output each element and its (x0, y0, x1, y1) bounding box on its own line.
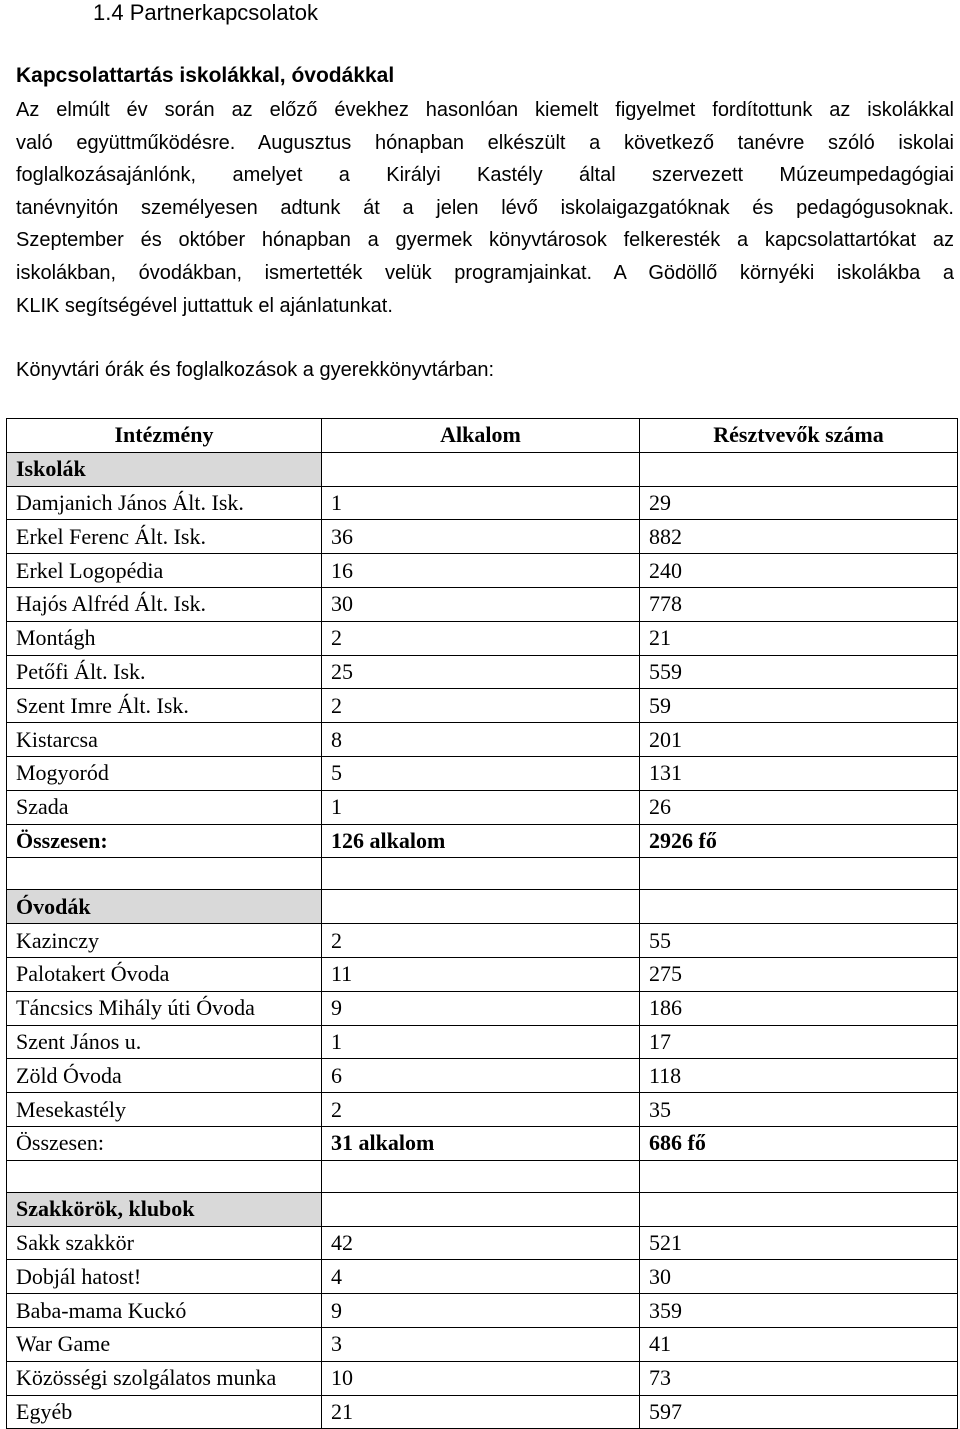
participants-cell: 118 (640, 1059, 958, 1093)
institution-cell: Szent János u. (7, 1025, 322, 1059)
occasions-cell: 1 (322, 790, 640, 824)
empty-cell (322, 452, 640, 486)
paragraph-line: Szeptember és október hónapban a gyermek könyvtárosok felkeresték a kapcsolattartókat az (16, 229, 954, 252)
table-row (7, 689, 958, 723)
occasions-cell: 1 (322, 486, 640, 520)
occasions-cell: 9 (322, 991, 640, 1025)
participants-cell: 597 (640, 1395, 958, 1429)
empty-cell (640, 1160, 958, 1192)
institution-cell: Dobjál hatost! (7, 1260, 322, 1294)
table-row (7, 621, 958, 655)
table-row (7, 1395, 958, 1429)
participants-cell: 30 (640, 1260, 958, 1294)
institution-cell: Mesekastély (7, 1093, 322, 1127)
participants-cell: 35 (640, 1093, 958, 1127)
table-row (7, 1327, 958, 1361)
empty-cell (640, 452, 958, 486)
institution-cell: Baba-mama Kuckó (7, 1294, 322, 1328)
paragraph-line: foglalkozásajánlónk, amelyet a Királyi Kastély által szervezett Múzeumpedagógiai (16, 164, 954, 187)
institution-cell: Kazinczy (7, 924, 322, 958)
institution-cell: Petőfi Ált. Isk. (7, 655, 322, 689)
table-row (7, 554, 958, 588)
total-occasions: 126 alkalom (322, 824, 640, 858)
institution-cell: Közösségi szolgálatos munka (7, 1361, 322, 1395)
subsection-heading: Kapcsolattartás iskolákkal, óvodákkal (16, 64, 395, 87)
occasions-cell: 2 (322, 689, 640, 723)
institution-cell: Sakk szakkör (7, 1226, 322, 1260)
table-row (7, 486, 958, 520)
empty-cell (640, 890, 958, 924)
occasions-cell: 10 (322, 1361, 640, 1395)
table-row (7, 1093, 958, 1127)
empty-cell (7, 1160, 322, 1192)
institution-cell: Erkel Ferenc Ált. Isk. (7, 520, 322, 554)
participants-cell: 186 (640, 991, 958, 1025)
participants-cell: 73 (640, 1361, 958, 1395)
section-title: Szakkörök, klubok (7, 1192, 322, 1226)
table-row (7, 756, 958, 790)
participants-cell: 131 (640, 756, 958, 790)
institution-cell: Szada (7, 790, 322, 824)
activities-table (6, 418, 958, 1429)
participants-cell: 559 (640, 655, 958, 689)
table-row (7, 723, 958, 757)
paragraph-line: iskolákban, óvodákban, ismertették velük programjainkat. A Gödöllő környéki iskolákba a (16, 261, 954, 284)
table-row (7, 1059, 958, 1093)
section-row (7, 890, 958, 924)
table-row (7, 1226, 958, 1260)
participants-cell: 59 (640, 689, 958, 723)
table-header-row (7, 419, 958, 453)
total-label: Összesen: (7, 1126, 322, 1160)
occasions-cell: 5 (322, 756, 640, 790)
participants-cell: 29 (640, 486, 958, 520)
occasions-cell: 21 (322, 1395, 640, 1429)
occasions-cell: 4 (322, 1260, 640, 1294)
institution-cell: Erkel Logopédia (7, 554, 322, 588)
section-row (7, 1192, 958, 1226)
section-title: Óvodák (7, 890, 322, 924)
institution-cell: Mogyoród (7, 756, 322, 790)
header-institution: Intézmény (7, 419, 322, 453)
occasions-cell: 25 (322, 655, 640, 689)
occasions-cell: 2 (322, 1093, 640, 1127)
occasions-cell: 9 (322, 1294, 640, 1328)
header-occasions: Alkalom (322, 419, 640, 453)
table-row (7, 587, 958, 621)
participants-cell: 26 (640, 790, 958, 824)
empty-cell (322, 1192, 640, 1226)
occasions-cell: 1 (322, 1025, 640, 1059)
participants-cell: 21 (640, 621, 958, 655)
paragraph-line: Az elmúlt év során az előző évekhez hasonlóan kiemelt figyelmet fordítottunk az iskolákkal (16, 99, 954, 121)
institution-cell: Montágh (7, 621, 322, 655)
participants-cell: 275 (640, 957, 958, 991)
paragraph-line: való együttműködésre. Augusztus hónapban elkészült a következő tanévre szóló iskolai (16, 131, 954, 154)
table-row (7, 1025, 958, 1059)
institution-cell: Damjanich János Ált. Isk. (7, 486, 322, 520)
total-row (7, 824, 958, 858)
table-row (7, 790, 958, 824)
participants-cell: 240 (640, 554, 958, 588)
empty-cell (322, 890, 640, 924)
institution-cell: Kistarcsa (7, 723, 322, 757)
institution-cell: War Game (7, 1327, 322, 1361)
spacer-row (7, 1160, 958, 1192)
table-row (7, 655, 958, 689)
participants-cell: 359 (640, 1294, 958, 1328)
empty-cell (322, 858, 640, 890)
participants-cell: 41 (640, 1327, 958, 1361)
occasions-cell: 2 (322, 924, 640, 958)
institution-cell: Palotakert Óvoda (7, 957, 322, 991)
occasions-cell: 2 (322, 621, 640, 655)
total-participants: 686 fő (640, 1126, 958, 1160)
paragraph-line: KLIK segítségével juttattuk el ajánlatunkat. (16, 294, 393, 317)
table-row (7, 520, 958, 554)
table-row (7, 957, 958, 991)
institution-cell: Egyéb (7, 1395, 322, 1429)
occasions-cell: 36 (322, 520, 640, 554)
empty-cell (322, 1160, 640, 1192)
table-row (7, 1361, 958, 1395)
occasions-cell: 11 (322, 957, 640, 991)
section-title: Iskolák (7, 452, 322, 486)
table-row (7, 991, 958, 1025)
empty-cell (640, 858, 958, 890)
empty-cell (7, 858, 322, 890)
section-row (7, 452, 958, 486)
institution-cell: Hajós Alfréd Ált. Isk. (7, 587, 322, 621)
occasions-cell: 42 (322, 1226, 640, 1260)
occasions-cell: 3 (322, 1327, 640, 1361)
occasions-cell: 8 (322, 723, 640, 757)
participants-cell: 55 (640, 924, 958, 958)
table-caption: Könyvtári órák és foglalkozások a gyerekkönyvtárban: (16, 359, 495, 381)
body-paragraph (16, 94, 954, 322)
participants-cell: 521 (640, 1226, 958, 1260)
paragraph-line: tanévnyitón személyesen adtunk át a jelen lévő iskolaigazgatóknak és pedagógusoknak. (16, 196, 954, 219)
header-participants: Résztvevők száma (640, 419, 958, 453)
table-row (7, 1294, 958, 1328)
total-participants: 2926 fő (640, 824, 958, 858)
participants-cell: 201 (640, 723, 958, 757)
total-row (7, 1126, 958, 1160)
occasions-cell: 30 (322, 587, 640, 621)
total-label: Összesen: (7, 824, 322, 858)
section-heading: 1.4 Partnerkapcsolatok (93, 0, 319, 25)
occasions-cell: 6 (322, 1059, 640, 1093)
participants-cell: 882 (640, 520, 958, 554)
participants-cell: 778 (640, 587, 958, 621)
empty-cell (640, 1192, 958, 1226)
institution-cell: Táncsics Mihály úti Óvoda (7, 991, 322, 1025)
occasions-cell: 16 (322, 554, 640, 588)
total-occasions: 31 alkalom (322, 1126, 640, 1160)
institution-cell: Zöld Óvoda (7, 1059, 322, 1093)
institution-cell: Szent Imre Ált. Isk. (7, 689, 322, 723)
table-row (7, 924, 958, 958)
spacer-row (7, 858, 958, 890)
participants-cell: 17 (640, 1025, 958, 1059)
table-row (7, 1260, 958, 1294)
